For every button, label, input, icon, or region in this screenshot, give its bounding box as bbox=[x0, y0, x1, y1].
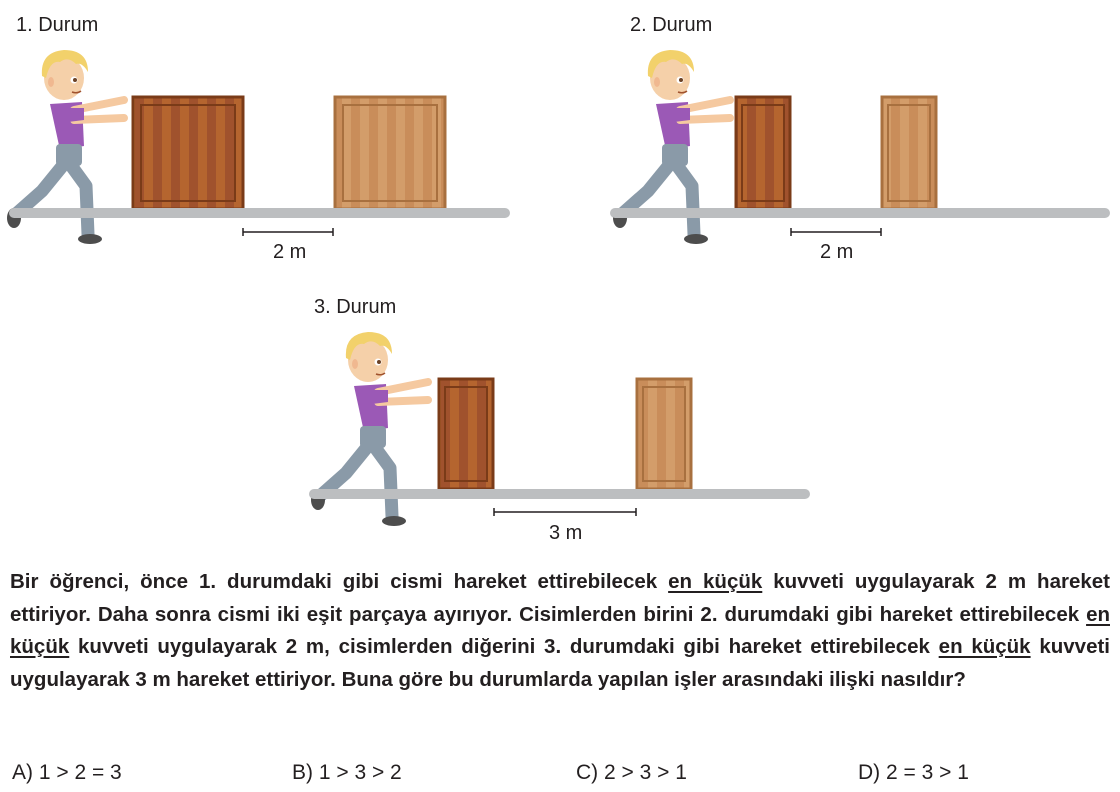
crate-light-2 bbox=[882, 97, 936, 209]
question-text bbox=[10, 566, 1110, 696]
scene-3-distance: 3 m bbox=[549, 522, 583, 544]
option-b[interactable]: B) 1 > 3 > 2 bbox=[292, 761, 402, 784]
distance-marker-3 bbox=[494, 508, 636, 516]
option-a[interactable]: A) 1 > 2 = 3 bbox=[12, 761, 122, 784]
question-part: kuvveti uygulayarak 2 m, cisimlerden diğerini 3. durumdaki gibi hareket ettirebilecek bbox=[69, 635, 939, 658]
crate-light-1 bbox=[335, 97, 445, 209]
crate-light-3 bbox=[637, 379, 691, 489]
question-part: Bir öğrenci, önce 1. durumdaki gibi cismi hareket ettirebilecek bbox=[10, 570, 669, 593]
distance-marker-1 bbox=[243, 228, 333, 236]
scene-2 bbox=[613, 50, 1105, 244]
scene-1-distance: 2 m bbox=[273, 241, 307, 263]
scene-3-title: 3. Durum bbox=[314, 296, 397, 318]
scene-3 bbox=[311, 332, 805, 526]
emphasis-en-kucuk: en küçük bbox=[938, 635, 1031, 658]
crate-dark-2 bbox=[736, 97, 790, 209]
emphasis-en-kucuk: en küçük bbox=[668, 570, 763, 593]
crate-dark-3 bbox=[439, 379, 493, 489]
option-c[interactable]: C) 2 > 3 > 1 bbox=[576, 761, 687, 784]
question-part: kuvveti uygulayarak 3 m hareket ettiriyor. Buna göre bu durumlarda yapılan işler arasındaki ilişki nasıldır? bbox=[10, 635, 1110, 691]
crate-dark-1 bbox=[133, 97, 243, 209]
scene-2-title: 2. Durum bbox=[630, 14, 713, 36]
question-part: kuvveti uygulayarak 2 m hareket ettiriyor. Daha sonra cismi iki eşit parçaya ayırıyor. Cisimlerden birini 2. durumdaki gibi hareket ettirebilecek bbox=[10, 570, 1110, 626]
distance-marker-2 bbox=[791, 228, 881, 236]
emphasis-en-kucuk: en küçük bbox=[10, 602, 1110, 658]
scene-2-distance: 2 m bbox=[820, 241, 854, 263]
scene-1-title: 1. Durum bbox=[16, 14, 99, 36]
option-d[interactable]: D) 2 = 3 > 1 bbox=[858, 761, 969, 784]
scene-1 bbox=[7, 50, 505, 244]
